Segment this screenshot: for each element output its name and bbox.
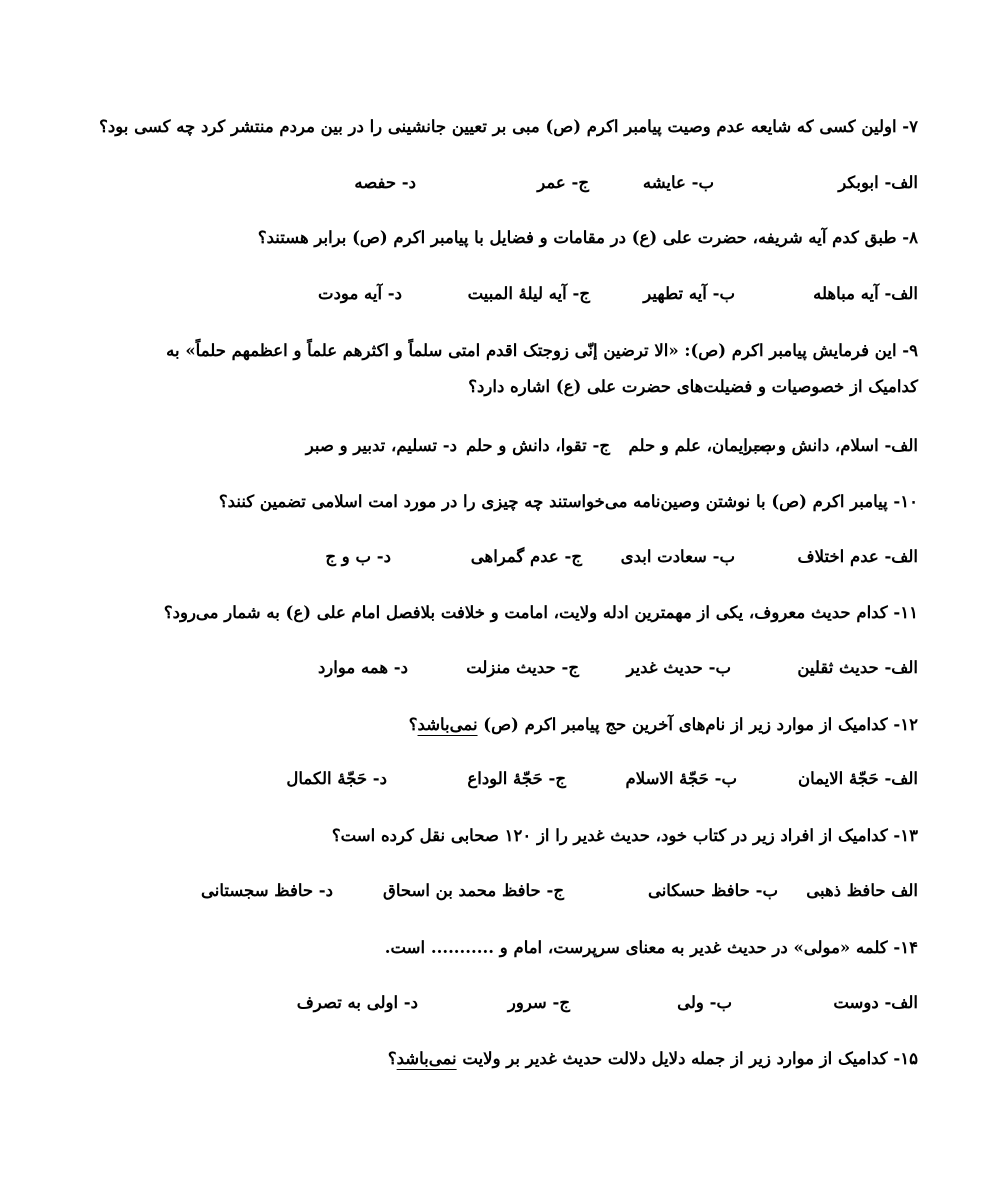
question-8-text: ۸- طبق کدم آیه شریفه، حضرت علی (ع) در مقامات و فضایل با پیامبر اکرم (ص) برابر هستند؟ — [257, 228, 918, 247]
option-alef: الف حافظ ذهبی — [806, 881, 918, 900]
option-jim: ج- تقوا، دانش و حلم — [465, 436, 610, 455]
option-dal: د- همه موارد — [317, 658, 408, 677]
question-15-underlined-word: نمی‌باشد — [396, 1049, 457, 1068]
question-15-text — [118, 1041, 918, 1077]
option-jim: ج- عمر — [537, 173, 589, 192]
option-dal: د- حَجّهٔ الکمال — [286, 769, 387, 788]
question-7-text: ۷- اولین کسی که شایعه عدم وصیت پیامبر اکرم (ص) مبی بر تعیین جانشینی را در بین مردم منتشر کرد چه کسی بود؟ — [99, 117, 918, 136]
option-be: ب- ایمان، علم و حلم — [628, 436, 776, 455]
question-14-text: ۱۴- کلمه «مولی» در حدیث غدیر به معنای سرپرست، امام و ........... است. — [384, 938, 918, 957]
option-be: ب- عایشه — [642, 173, 714, 192]
option-alef: الف- عدم اختلاف — [797, 547, 918, 566]
question-9-text: ۹- این فرمایش پیامبر اکرم (ص): «الا ترضین إنّی زوجتک اقدم امتی سلماً و اکثرهم علماً و اعظمهم حلماً» به کدامیک از خصوصیات و فضیلت‌های حضرت علی (ع) اشاره دارد؟ — [166, 341, 918, 396]
question-11-text: ۱۱- کدام حدیث معروف، یکی از مهمترین ادله ولایت، امامت و خلافت بلافصل امام علی (ع) به شمار می‌رود؟ — [163, 603, 918, 622]
option-jim: ج- حَجّهٔ الوداع — [467, 769, 566, 788]
question-12-text — [118, 707, 918, 743]
question-12-underlined-word: نمی‌باشد — [417, 715, 478, 734]
question-7-options — [60, 165, 918, 201]
question-8-options — [60, 276, 918, 312]
question-15-question-mark: ؟ — [387, 1049, 397, 1068]
option-be: ب- آیه تطهیر — [643, 284, 735, 303]
option-be: ب- حدیث غدیر — [626, 658, 731, 677]
question-12-text-main: ۱۲- کدامیک از موارد زیر از نام‌های آخرین حج پیامبر اکرم (ص) — [477, 715, 918, 734]
question-10-text: ۱۰- پیامبر اکرم (ص) با نوشتن وصین‌نامه می‌خواستند چه چیزی را در مورد امت اسلامی تضمین کنند؟ — [218, 492, 918, 511]
question-13-options — [60, 873, 918, 909]
question-12-options — [60, 761, 918, 797]
option-be: ب- ولی — [677, 993, 732, 1012]
option-dal: د- تسلیم، تدبیر و صبر — [305, 436, 457, 455]
question-15-text-main: ۱۵- کدامیک از موارد زیر از جمله دلایل دلالت حدیث غدیر بر ولایت — [456, 1049, 918, 1068]
option-alef: الف- اسلام، دانش و صبر — [744, 436, 918, 455]
option-dal: د- حفصه — [354, 173, 416, 192]
option-alef: الف- ابوبکر — [838, 173, 918, 192]
question-11-options — [60, 650, 918, 686]
option-dal: د- ب و ج — [325, 547, 391, 566]
option-alef: الف- حدیث ثقلین — [797, 658, 918, 677]
option-jim: ج- آیه لیلهٔ المبیت — [467, 284, 590, 303]
option-dal: د- حافظ سجستانی — [200, 881, 333, 900]
option-alef: الف- آیه مباهله — [813, 284, 918, 303]
question-14-options — [60, 985, 918, 1021]
question-12-question-mark: ؟ — [408, 715, 418, 734]
option-jim: ج- عدم گمراهی — [470, 547, 582, 566]
question-9-options — [60, 428, 918, 464]
option-alef: الف- دوست — [833, 993, 918, 1012]
option-jim: ج- حدیث منزلت — [466, 658, 579, 677]
option-dal: د- آیه مودت — [318, 284, 402, 303]
option-dal: د- اولی به تصرف — [296, 993, 418, 1012]
option-alef: الف- حَجّهٔ الایمان — [798, 769, 918, 788]
option-be: ب- حافظ حسکانی — [647, 881, 778, 900]
option-be: ب- سعادت ابدی — [620, 547, 735, 566]
option-jim: ج- سرور — [507, 993, 570, 1012]
option-jim: ج- حافظ محمد بن اسحاق — [383, 881, 564, 900]
question-13-text: ۱۳- کدامیک از افراد زیر در کتاب خود، حدیث غدیر را از ۱۲۰ صحابی نقل کرده است؟ — [331, 826, 918, 845]
question-10-options — [60, 539, 918, 575]
option-be: ب- حَجّهٔ الاسلام — [625, 769, 737, 788]
